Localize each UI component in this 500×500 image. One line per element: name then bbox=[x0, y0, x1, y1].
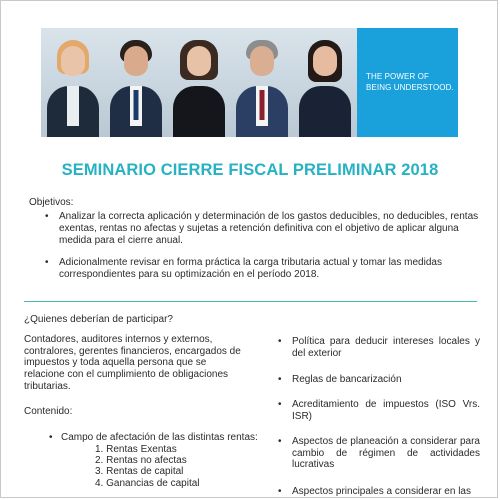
list-item: 2. Rentas no afectas bbox=[95, 455, 187, 466]
list-item: • Reglas de bancarización bbox=[278, 374, 402, 385]
participants-text: Contadores, auditores internos y externos, contralores, gerentes financieros, encargados de impuestos y toda aquella persona que se relacione con el cumplimiento de obligaciones tributarias. bbox=[24, 334, 241, 392]
list-item: • Política para deducir intereses locales y del exterior bbox=[278, 336, 480, 359]
bullet-icon: • bbox=[278, 374, 282, 385]
participants-heading: ¿Quienes deberían de participar? bbox=[24, 314, 173, 325]
photo-man-grey-hair bbox=[230, 28, 293, 137]
header-banner bbox=[41, 28, 459, 137]
list-item: • Aspectos de planeación a considerar para cambio de régimen de actividades lucrativas bbox=[278, 436, 480, 471]
bullet-icon: • bbox=[278, 486, 282, 497]
list-item: 1. Rentas Exentas bbox=[95, 443, 177, 455]
list-item: • Analizar la correcta aplicación y determinación de los gastos deducibles, no deducibles, rentas exentas, rentas no afectas y sujetas a retención definitiva con el objetivo de aplicar alguna medida para el cierre anual. bbox=[45, 211, 479, 246]
list-item: • Adicionalmente revisar en forma práctica la carga tributaria actual y tomar las medidas correspondientes para su optimización en el período 2018. bbox=[45, 257, 442, 281]
list-item: 3. Rentas de capital bbox=[95, 466, 184, 478]
objectives-heading: Objetivos: bbox=[29, 197, 74, 208]
bullet-icon: • bbox=[278, 436, 282, 447]
photo-woman-curly-hair bbox=[167, 28, 230, 137]
list-item: • Aspectos principales a considerar en las bbox=[278, 486, 471, 497]
rentas-sublist bbox=[61, 444, 259, 489]
section-divider bbox=[24, 301, 477, 302]
brand-panel bbox=[357, 28, 458, 137]
content-list-left bbox=[49, 432, 259, 489]
bullet-icon: • bbox=[45, 257, 49, 269]
photo-woman-dark-hair bbox=[293, 28, 357, 137]
bullet-icon: • bbox=[278, 336, 282, 347]
content-heading: Contenido: bbox=[24, 406, 73, 417]
bullet-icon: • bbox=[49, 432, 53, 443]
list-item: • Acreditamiento de impuestos (ISO Vrs. ISR) bbox=[278, 399, 480, 422]
objectives-list bbox=[45, 211, 485, 292]
page-title: SEMINARIO CIERRE FISCAL PRELIMINAR 2018 bbox=[61, 161, 439, 179]
photo-woman-blonde bbox=[41, 28, 104, 137]
brand-tagline: THE POWER OF BEING UNDERSTOOD. bbox=[366, 72, 454, 92]
list-item: • Campo de afectación de las distintas rentas: 1. Rentas Exentas 2. Rentas no afectas 3. Rentas de capital 4. Ganancias de capital bbox=[49, 432, 258, 489]
photo-man-dark-hair bbox=[104, 28, 167, 137]
list-item: 4. Ganancias de capital bbox=[95, 477, 200, 489]
bullet-icon: • bbox=[45, 211, 49, 222]
bullet-icon: • bbox=[278, 399, 282, 410]
